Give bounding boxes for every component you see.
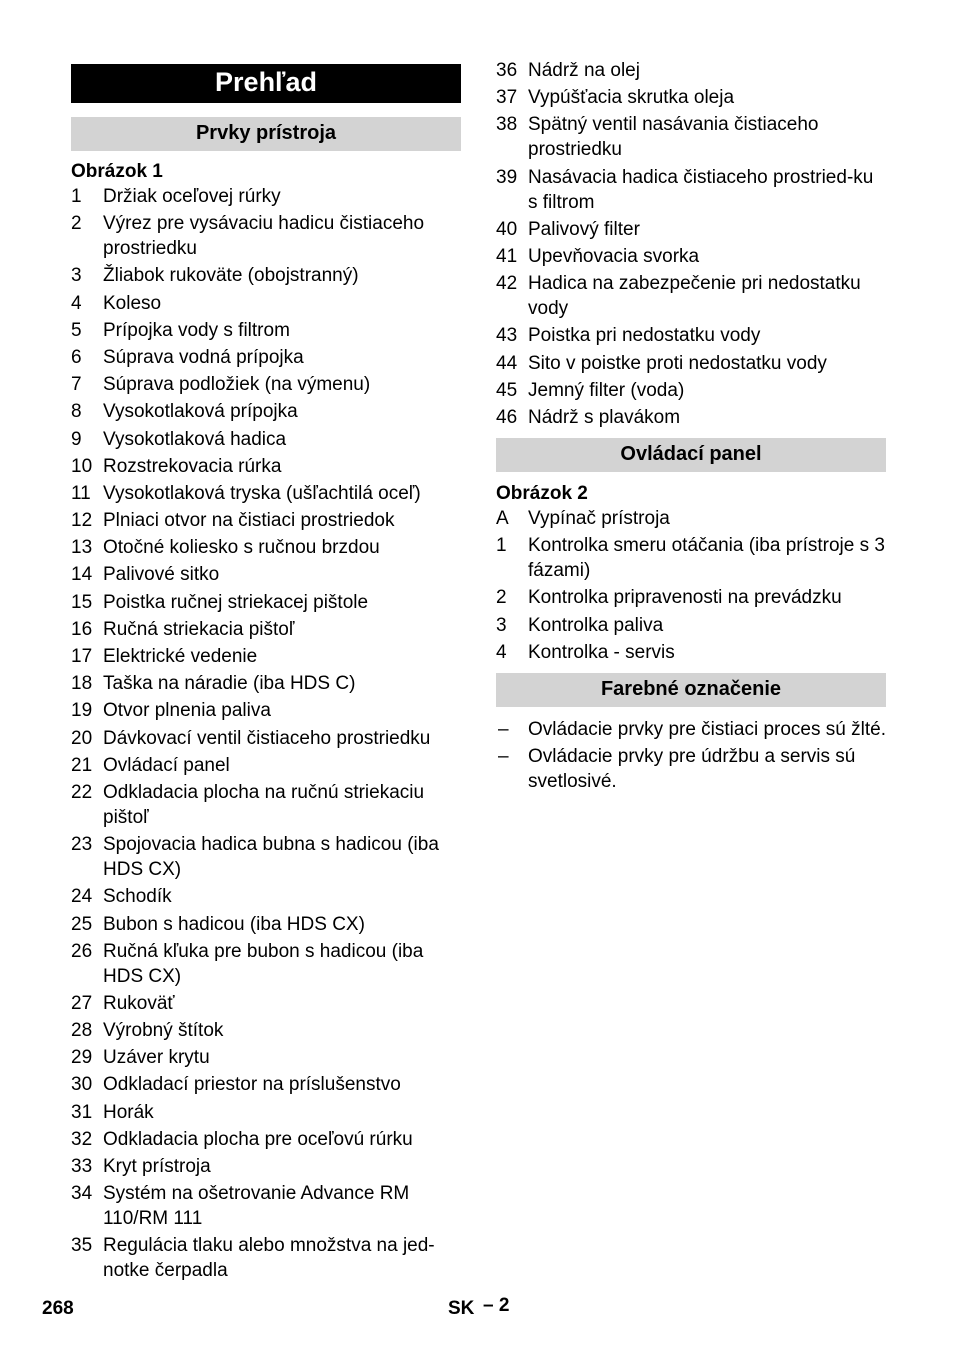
list-item [496, 378, 886, 403]
list-item-number: 29 [71, 1047, 93, 1069]
list-item [496, 640, 886, 665]
list-item [71, 884, 461, 909]
list-item-text: Vypúšťacia skrutka oleja [528, 87, 735, 109]
list-item-text: Jemný filter (voda) [528, 379, 685, 401]
list-item-number: 5 [71, 319, 82, 341]
list-item [71, 753, 461, 778]
list-item-number: 13 [71, 537, 93, 559]
list-item-number: 36 [496, 60, 518, 81]
list-item [71, 1045, 461, 1070]
list-item-number: 1 [71, 186, 82, 207]
list-item [496, 744, 886, 794]
list-item-number: 21 [71, 754, 93, 776]
list-item-number: 3 [496, 614, 507, 636]
list-item [496, 585, 886, 610]
list-item [71, 698, 461, 723]
list-item-number: 35 [71, 1235, 93, 1257]
left-column [71, 57, 461, 1286]
list-item-text: Kryt prístroja [103, 1156, 211, 1177]
list-item-number: 12 [71, 510, 93, 532]
list-item-number: 18 [71, 673, 93, 695]
list-item-text: Odkladací priestor na príslušenstvo [103, 1074, 401, 1096]
list-item [71, 184, 461, 209]
list-item-text: Poistka ručnej striekacej pištole [103, 591, 369, 613]
list-item [71, 1154, 461, 1179]
list-item-text: Vysokotlaková tryska (ušľachtilá oceľ) [103, 482, 421, 504]
list-item-text: Elektrické vedenie [103, 646, 258, 667]
list-item [496, 85, 886, 110]
list-item-text: Kontrolka paliva [528, 614, 664, 636]
list-item [71, 211, 461, 261]
list-item-text: Spojovacia hadica bubna s hadicou (iba HDS CX) [103, 834, 439, 881]
list-item-text: Rukoväť [103, 992, 175, 1014]
list-item-number: 42 [496, 273, 518, 295]
list-item-text: Systém na ošetrovanie Advance RM 110/RM 111 [103, 1183, 410, 1230]
list-item-text: Plniaci otvor na čistiaci prostriedok [103, 510, 395, 532]
list-item-number: 44 [496, 352, 518, 374]
list-item-number: A [496, 508, 509, 530]
list-item [496, 217, 886, 242]
list-item-number: 17 [71, 646, 93, 667]
list-item-number: 4 [496, 641, 507, 663]
list-item-number: 14 [71, 564, 93, 586]
list-item-text: Ovládací panel [103, 754, 230, 776]
list-item-text: Prípojka vody s filtrom [103, 319, 290, 341]
list-item-number: – [498, 746, 509, 768]
list-item-text: Odkladacia plocha na ručnú striekaciu pištoľ [103, 781, 425, 828]
list-item-number: 7 [71, 374, 82, 396]
list-item-number: 34 [71, 1183, 93, 1205]
list-item-text: Kontrolka smeru otáčania (iba prístroje s 3 fázami) [528, 535, 885, 582]
right-column [496, 57, 886, 796]
list-item [71, 1072, 461, 1097]
list-item [71, 1181, 461, 1231]
list-item [71, 912, 461, 937]
list-item [71, 562, 461, 587]
color-coding-list [496, 717, 886, 794]
list-item [71, 318, 461, 343]
list-item-text: Taška na náradie (iba HDS C) [103, 673, 356, 695]
list-item-text: Horák [103, 1101, 154, 1123]
list-item-number: 33 [71, 1156, 93, 1177]
list-item-text: Súprava vodná prípojka [103, 346, 304, 368]
list-item-text: Vysokotlaková prípojka [103, 401, 298, 423]
list-item [71, 939, 461, 989]
list-item [71, 644, 461, 669]
list-item-text: Dávkovací ventil čistiaceho prostriedku [103, 727, 431, 749]
list-item-number: 15 [71, 591, 93, 613]
list-item-number: 2 [71, 213, 82, 235]
list-item [71, 372, 461, 397]
list-item-text: Otočné koliesko s ručnou brzdou [103, 537, 380, 559]
list-item [71, 454, 461, 479]
list-item-number: 23 [71, 834, 93, 856]
list-item-number: 32 [71, 1128, 93, 1150]
list-item [71, 1233, 461, 1283]
list-item [71, 427, 461, 452]
list-item-text: Hadica na zabezpečenie pri nedostatku vody [528, 273, 861, 320]
list-item-text: Poistka pri nedostatku vody [528, 325, 761, 347]
list-item-text: Ručná striekacia pištoľ [103, 618, 295, 640]
list-item-text: Palivové sitko [103, 564, 220, 586]
figure-1-label: Obrázok 1 [71, 161, 163, 182]
list-item [71, 535, 461, 560]
list-item-text: Nádrž na olej [528, 60, 640, 81]
list-item [496, 613, 886, 638]
list-item-text: Bubon s hadicou (iba HDS CX) [103, 913, 365, 935]
list-item-text: Upevňovacia svorka [528, 245, 700, 267]
control-panel-list [496, 506, 886, 665]
list-item [71, 345, 461, 370]
list-item-number: 24 [71, 886, 93, 908]
list-item-number: 22 [71, 781, 93, 803]
list-item [496, 506, 886, 531]
list-item-number: 28 [71, 1020, 93, 1042]
list-item [496, 165, 886, 215]
list-item-text: Kontrolka - servis [528, 641, 675, 663]
list-item [71, 832, 461, 882]
list-item [496, 533, 886, 583]
device-elements-list-part-1 [71, 184, 461, 1283]
list-item-number: 6 [71, 346, 82, 368]
list-item [496, 58, 886, 83]
list-item-text: Koleso [103, 292, 162, 314]
list-item [71, 671, 461, 696]
list-item-number: 1 [496, 535, 507, 557]
section-header-control-panel: Ovládací panel [496, 438, 886, 472]
list-item [71, 291, 461, 316]
section-header-color-coding: Farebné označenie [496, 673, 886, 707]
list-item-number: 45 [496, 379, 518, 401]
list-item [71, 1127, 461, 1152]
list-item [71, 399, 461, 424]
list-item [496, 244, 886, 269]
list-item-number: 9 [71, 428, 82, 450]
list-item [71, 617, 461, 642]
list-item-number: 25 [71, 913, 93, 935]
list-item-number: 26 [71, 940, 93, 962]
list-item [71, 481, 461, 506]
device-elements-list-part-2 [496, 58, 886, 430]
list-item-text: Nasávacia hadica čistiaceho prostried-ku s filtrom [528, 166, 874, 213]
list-item-number: 40 [496, 218, 518, 240]
list-item-text: Držiak oceľovej rúrky [103, 186, 281, 207]
list-item-number: 43 [496, 325, 518, 347]
list-item-text: Regulácia tlaku alebo množstva na jed-notke čerpadla [103, 1235, 435, 1282]
list-item [71, 263, 461, 288]
list-item-number: 38 [496, 114, 518, 136]
list-item [71, 726, 461, 751]
list-item-number: 39 [496, 166, 518, 188]
list-item [496, 271, 886, 321]
list-item-number: 27 [71, 992, 93, 1014]
list-item-number: 41 [496, 245, 518, 267]
list-item-number: 37 [496, 87, 518, 109]
page-index: – 2 [483, 1295, 510, 1316]
language-code: SK [448, 1298, 475, 1319]
list-item-number: 10 [71, 455, 93, 477]
list-item-number: 3 [71, 265, 82, 287]
list-item [496, 112, 886, 162]
list-item-text: Vypínač prístroja [528, 508, 670, 530]
figure-2-label: Obrázok 2 [496, 483, 588, 505]
list-item-number: 46 [496, 406, 518, 428]
list-item-text: Kontrolka pripravenosti na prevádzku [528, 587, 842, 609]
section-header-device-elements: Prvky prístroja [71, 117, 461, 151]
list-item-text: Výrobný štítok [103, 1020, 224, 1042]
list-item-text: Ručná kľuka pre bubon s hadicou (iba HDS CX) [103, 940, 424, 987]
list-item-number: 19 [71, 700, 93, 722]
list-item-text: Spätný ventil nasávania čistiaceho prostriedku [528, 114, 819, 161]
list-item-number: 4 [71, 292, 82, 314]
list-item-text: Palivový filter [528, 218, 640, 240]
list-item-text: Uzáver krytu [103, 1047, 210, 1069]
list-item [71, 508, 461, 533]
page-number: 268 [42, 1298, 74, 1319]
list-item-number: 30 [71, 1074, 93, 1096]
list-item-text: Otvor plnenia paliva [103, 700, 271, 722]
list-item [71, 780, 461, 830]
list-item-number: 16 [71, 618, 93, 640]
list-item-text: Ovládacie prvky pre údržbu a servis sú svetlosivé. [528, 746, 856, 793]
list-item-text: Odkladacia plocha pre oceľovú rúrku [103, 1128, 413, 1150]
list-item-text: Rozstrekovacia rúrka [103, 455, 282, 477]
list-item-number: 31 [71, 1101, 93, 1123]
list-item-number: 11 [71, 482, 91, 504]
list-item [71, 1100, 461, 1125]
list-item-text: Žliabok rukoväte (obojstranný) [103, 265, 359, 287]
list-item-number: 2 [496, 587, 507, 609]
list-item-text: Ovládacie prvky pre čistiaci proces sú žlté. [528, 719, 886, 740]
list-item-number: 8 [71, 401, 82, 423]
list-item [71, 590, 461, 615]
list-item-text: Schodík [103, 886, 172, 908]
list-item-text: Sito v poistke proti nedostatku vody [528, 352, 827, 374]
list-item-number: 20 [71, 727, 93, 749]
list-item-text: Súprava podložiek (na výmenu) [103, 374, 371, 396]
page-title: Prehľad [71, 64, 461, 103]
list-item-text: Výrez pre vysávaciu hadicu čistiaceho prostriedku [103, 213, 425, 260]
list-item [496, 405, 886, 430]
list-item-text: Nádrž s plavákom [528, 406, 681, 428]
list-item-number: – [498, 719, 509, 740]
list-item [71, 1018, 461, 1043]
list-item-text: Vysokotlaková hadica [103, 428, 287, 450]
list-item [496, 351, 886, 376]
list-item [71, 991, 461, 1016]
list-item [496, 717, 886, 742]
list-item [496, 323, 886, 348]
